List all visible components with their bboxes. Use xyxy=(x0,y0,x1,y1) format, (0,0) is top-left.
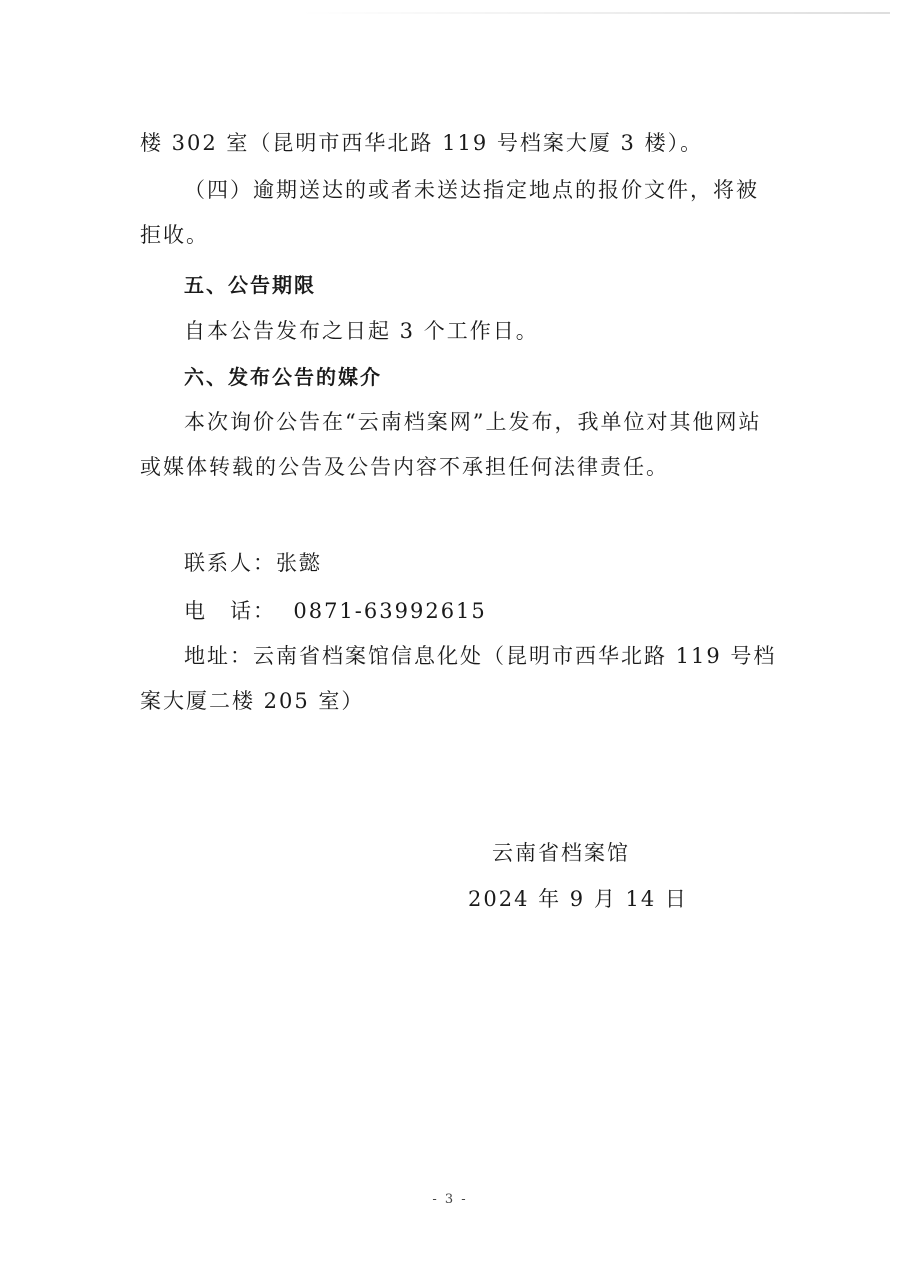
signature-date: 2024 年 9 月 14 日 xyxy=(468,887,688,911)
section-heading-6: 六、发布公告的媒介 xyxy=(184,365,382,389)
signature-block xyxy=(468,838,718,914)
paragraph-6: 本次询价公告在“云南档案网”上发布，我单位对其他网站或媒体转载的公告及公告内容不承担任何法律责任。 xyxy=(140,410,762,479)
document-body xyxy=(140,128,780,724)
contact-phone: 电 话： 0871-63992615 xyxy=(184,599,487,623)
contact-address: 地址：云南省档案馆信息化处（昆明市西华北路 119 号档案大厦二楼 205 室） xyxy=(140,644,777,713)
contact-person: 联系人：张懿 xyxy=(184,551,322,575)
signature-organization: 云南省档案馆 xyxy=(492,841,630,865)
page-number: - 3 - xyxy=(432,1192,468,1207)
scan-edge-line xyxy=(300,12,890,14)
section-heading-5: 五、公告期限 xyxy=(184,273,316,297)
continuation-line: 楼 302 室（昆明市西华北路 119 号档案大厦 3 楼）。 xyxy=(140,131,704,155)
paragraph-4: （四）逾期送达的或者未送达指定地点的报价文件，将被拒收。 xyxy=(140,178,759,247)
paragraph-5: 自本公告发布之日起 3 个工作日。 xyxy=(184,319,539,343)
